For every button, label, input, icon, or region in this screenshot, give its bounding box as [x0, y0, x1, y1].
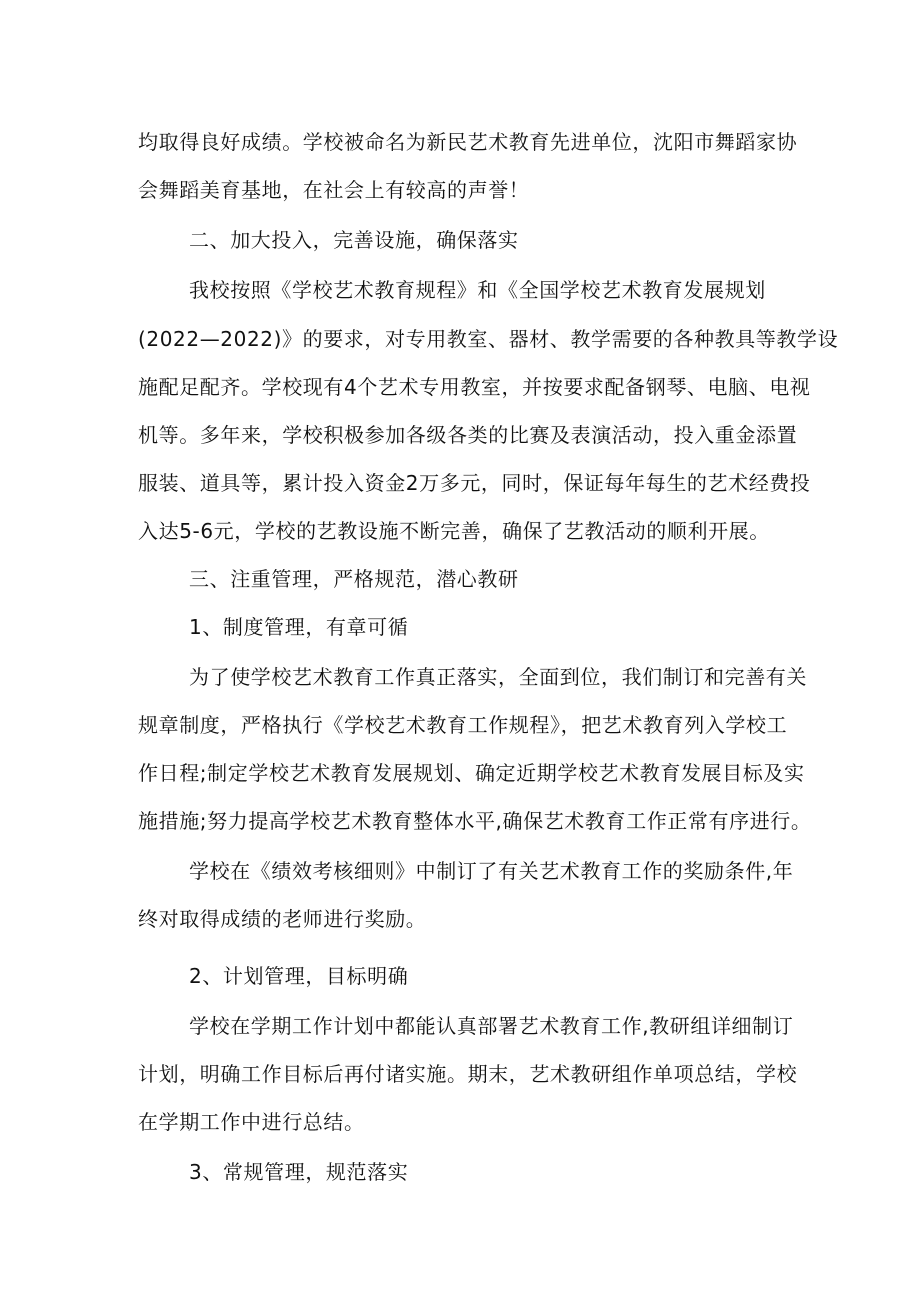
paragraph-line: 入达5-6元，学校的艺教设施不断完善，确保了艺教活动的顺利开展。	[138, 519, 770, 543]
section-heading: 二、加大投入，完善设施，确保落实	[189, 228, 519, 252]
paragraph-line: 机等。多年来，学校积极参加各级各类的比赛及表演活动，投入重金添置	[138, 423, 798, 447]
section-heading: 三、注重管理，严格规范，潜心教研	[189, 567, 519, 591]
paragraph-line: 会舞蹈美育基地，在社会上有较高的声誉！	[138, 178, 530, 202]
paragraph-line: 终对取得成绩的老师进行奖励。	[138, 907, 427, 931]
paragraph-line: 为了使学校艺术教育工作真正落实，全面到位，我们制订和完善有关	[189, 665, 807, 689]
paragraph-line: 均取得良好成绩。学校被命名为新民艺术教育先进单位，沈阳市舞蹈家协	[138, 130, 798, 154]
paragraph-line: 规章制度，严格执行《学校艺术教育工作规程》，把艺术教育列入学校工	[138, 713, 788, 737]
paragraph-line: 我校按照《学校艺术教育规程》和《全国学校艺术教育发展规划	[189, 278, 766, 302]
paragraph-line: 计划，明确工作目标后再付诸实施。期末，艺术教研组作单项总结，学校	[138, 1062, 798, 1086]
paragraph-line: 作日程;制定学校艺术教育发展规划、确定近期学校艺术教育发展目标及实	[138, 761, 805, 785]
subsection-heading: 2、计划管理，目标明确	[189, 964, 409, 988]
paragraph-line: 学校在学期工作计划中都能认真部署艺术教育工作,教研组详细制订	[189, 1014, 794, 1038]
paragraph-line: 在学期工作中进行总结。	[138, 1110, 365, 1134]
paragraph-line: 学校在《绩效考核细则》中制订了有关艺术教育工作的奖励条件,年	[189, 859, 794, 883]
paragraph-line: 施措施;努力提高学校艺术教育整体水平,确保艺术教育工作正常有序进行。	[138, 809, 812, 833]
subsection-heading: 3、常规管理，规范落实	[189, 1160, 409, 1184]
paragraph-line: 施配足配齐。学校现有4个艺术专用教室，并按要求配备钢琴、电脑、电视	[138, 375, 811, 399]
paragraph-line: 服装、道具等，累计投入资金2万多元，同时，保证每年每生的艺术经费投	[138, 471, 811, 495]
subsection-heading: 1、制度管理，有章可循	[189, 615, 409, 639]
paragraph-line: (2022—2022)》的要求，对专用教室、器材、教学需要的各种教具等教学设	[138, 327, 839, 351]
